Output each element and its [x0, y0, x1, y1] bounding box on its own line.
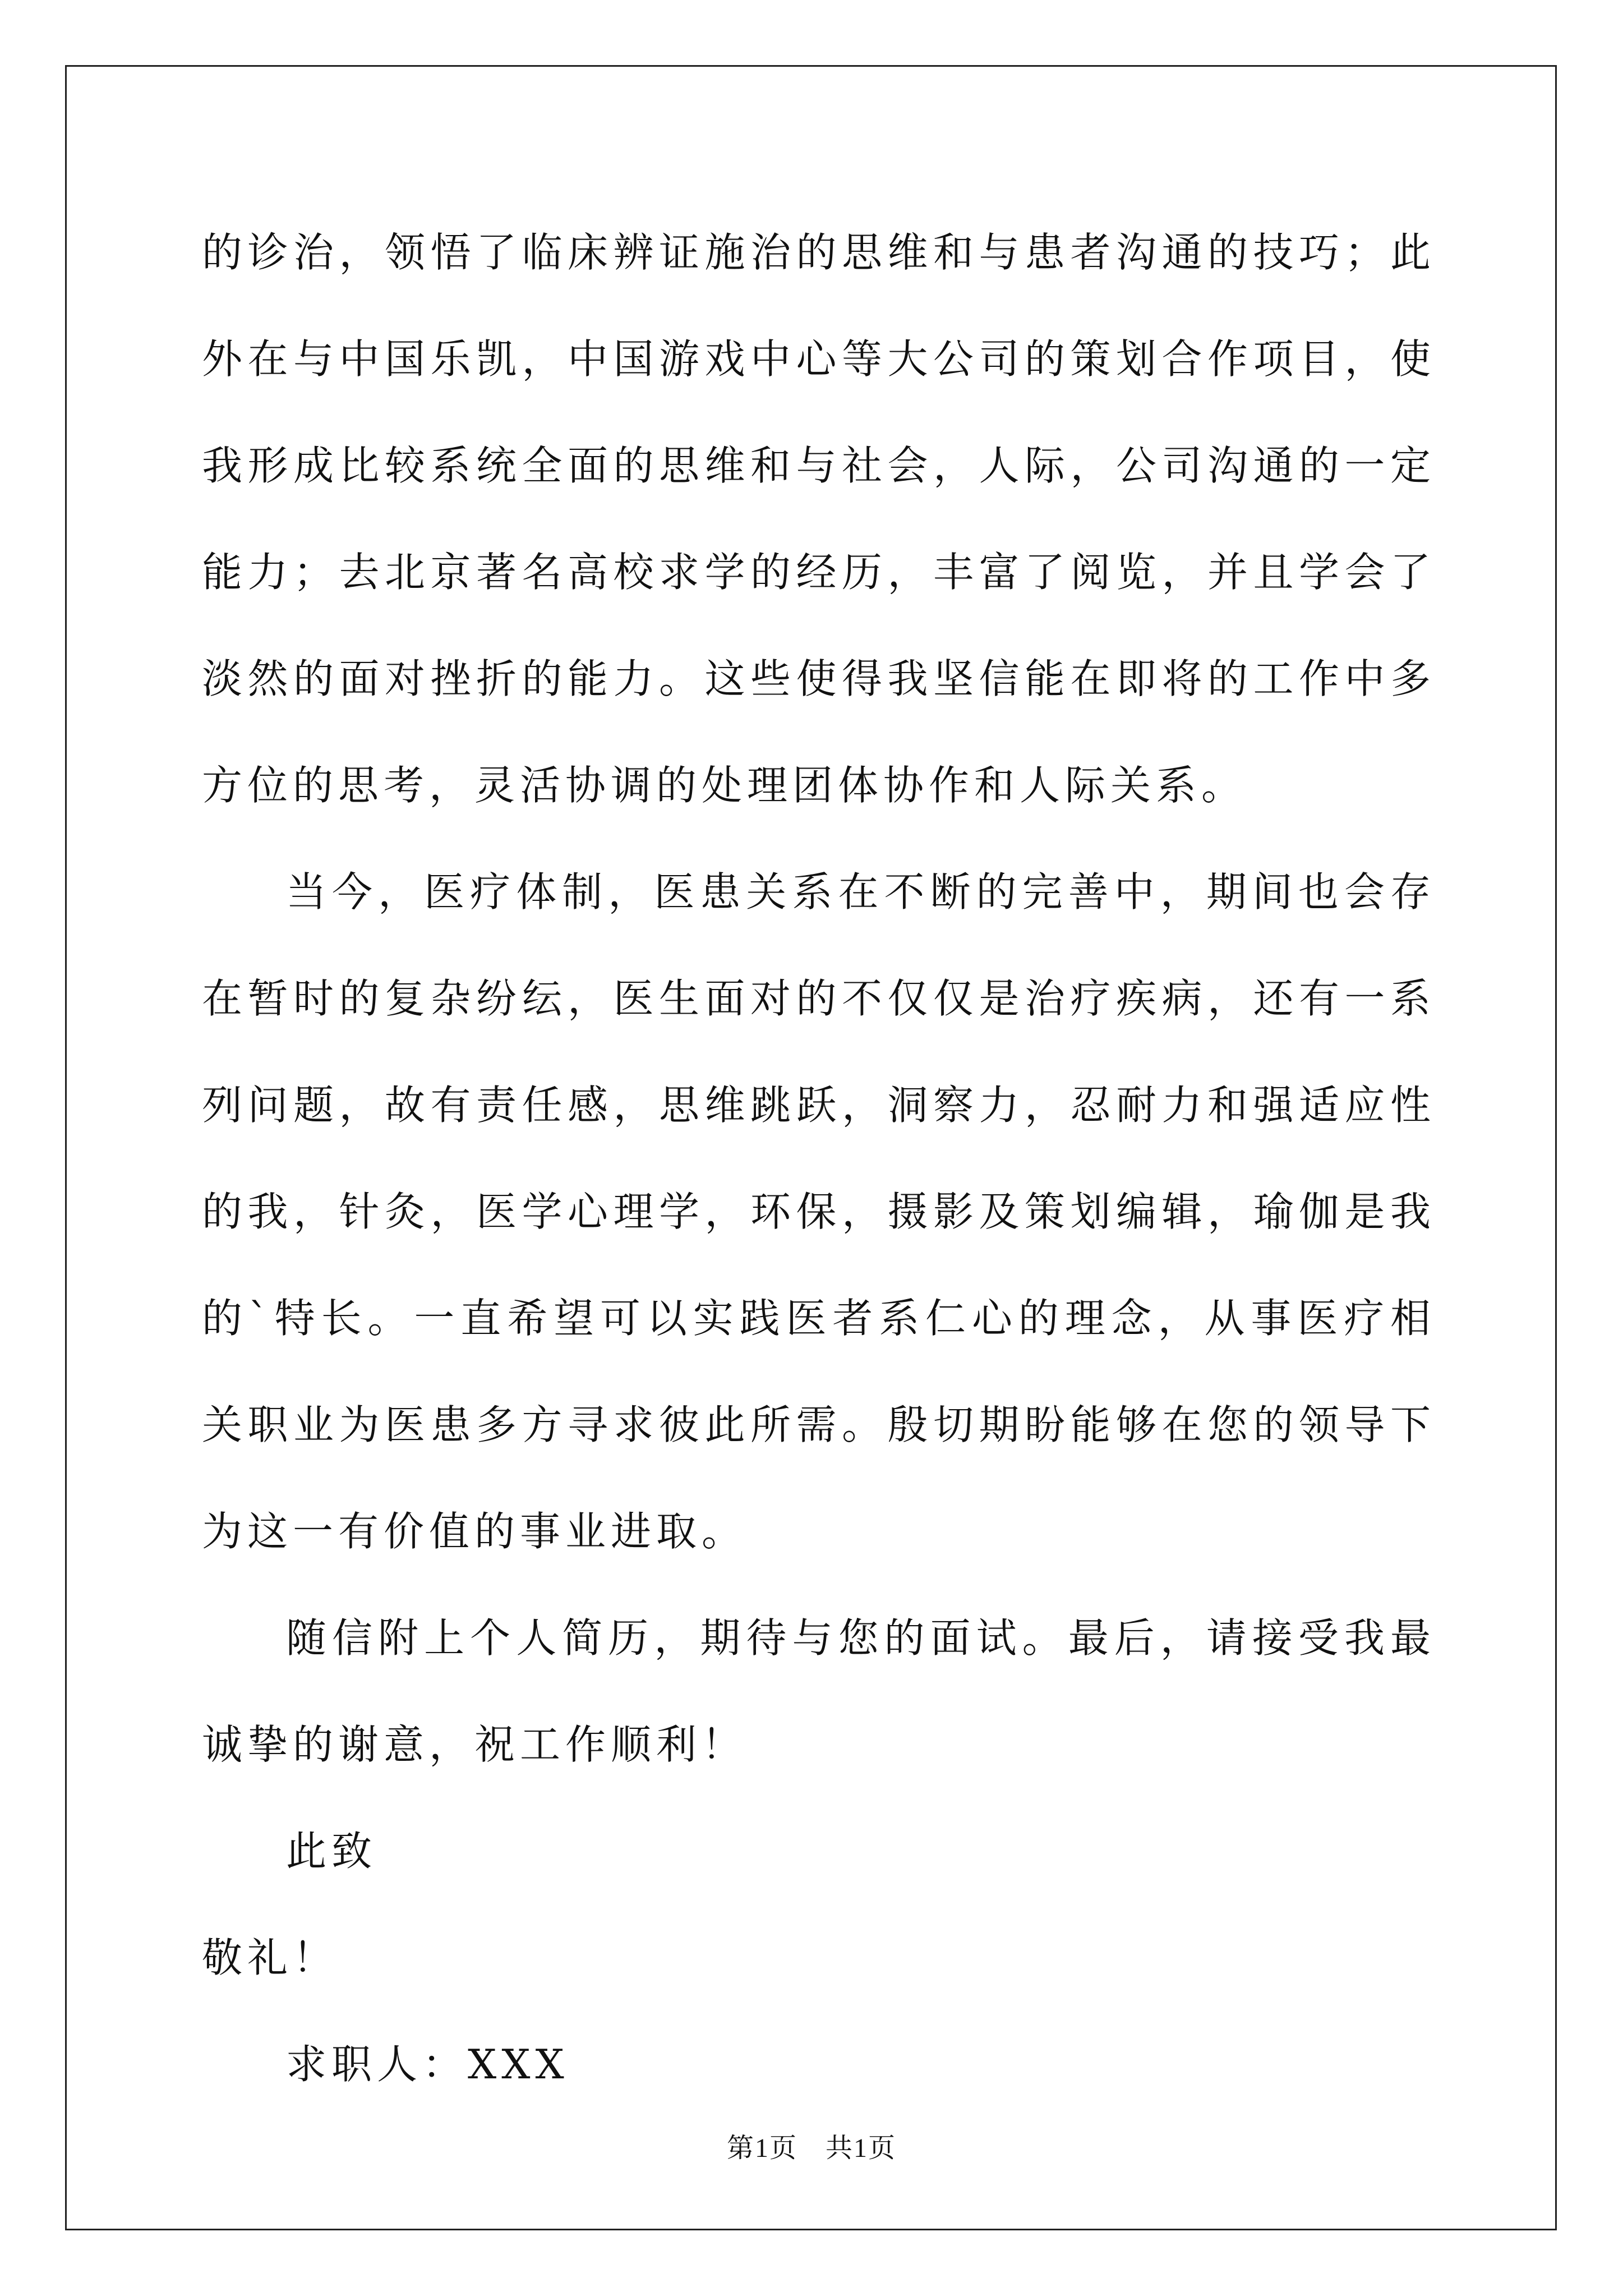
page-footer [0, 2126, 1623, 2165]
salutation: 敬礼！ [202, 1934, 339, 1981]
paragraph-medical-system: 当今，医疗体制，医患关系在不断的完善中，期间也会存在暂时的复杂纷纭，医生面对的不仅仅是治疗疾病，还有一系列问题，故有责任感，思维跳跃，洞察力，忍耐力和强适应性的我，针灸，医学心理学，环保，摄影及策划编辑，瑜伽是我的`特长。一直希望可以实践医者系仁心的理念，从事医疗相关职业为医患多方寻求彼此所需。殷切期盼能够在您的领导下为这一有价值的事业进取。 [202, 868, 1436, 1555]
signature: 求职人：XXX [286, 2041, 569, 2088]
paragraph-resume-attached: 随信附上个人简历，期待与您的面试。最后，请接受我最诚挚的谢意，祝工作顺利！ [202, 1614, 1436, 1768]
page-total: 共1页 [826, 2133, 897, 2163]
page-number: 第1页 [726, 2133, 797, 2163]
paragraph-continued: 的诊治，领悟了临床辨证施治的思维和与患者沟通的技巧；此外在与中国乐凯，中国游戏中心等大公司的策划合作项目，使我形成比较系统全面的思维和与社会，人际，公司沟通的一定能力；去北京著名高校求学的经历，丰富了阅览，并且学会了淡然的面对挫折的能力。这些使得我坚信能在即将的工作中多方位的思考，灵活协调的处理团体协作和人际关系。 [202, 229, 1436, 809]
closing-phrase: 此致 [286, 1828, 377, 1875]
letter-body [202, 199, 1436, 2118]
